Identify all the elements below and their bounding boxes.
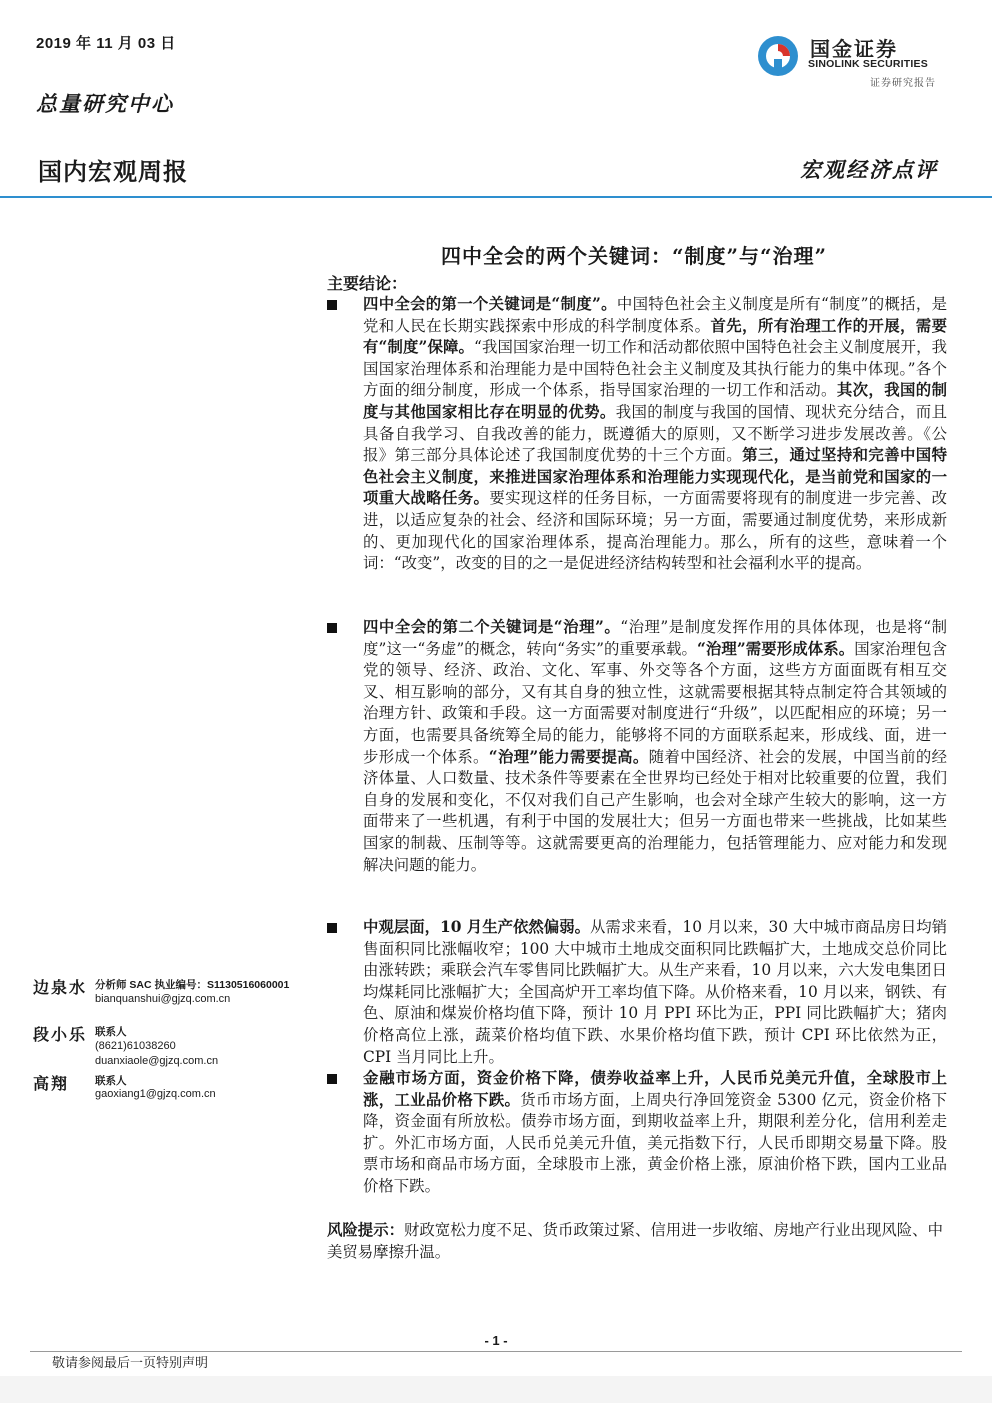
bullet-text — [363, 617, 947, 876]
bullet-key-phrase: 首先，所有治理工作的开展，需要有“制度”保障。 — [363, 316, 947, 357]
report-type: 宏观经济点评 — [800, 157, 938, 182]
footer-disclaimer: 敬请参阅最后一页特别声明 — [52, 1356, 209, 1371]
bullet-body-text: 国家治理包含党的领导、经济、政治、文化、军事、外交等各个方面，这些方方面面既有相互交叉、相互影响的部分，又有其自身的独立性，这就需要根据其特点制定符合其领域的治理方针、政策和手段。这一方面需要对制度进行“升级”，以匹配相应的环境；另一方面，也需要具备统筹全局的能力，能够将不同的方面联系起来，形成线、面，进一步形成一个体系。 — [363, 639, 947, 766]
analyst-role: 分析师 SAC 执业编号：S1130516060001 — [95, 979, 290, 991]
bullet-key-phrase: 四中全会的第二个关键词是“治理”。 — [363, 618, 621, 636]
risk-label: 风险提示： — [327, 1221, 404, 1239]
logo-name-cn: 国金证券 — [810, 37, 898, 61]
square-bullet-icon — [327, 300, 337, 310]
logo-subtitle: 证券研究报告 — [870, 78, 936, 89]
bullet-body-text: 从需求来看，10 月以来，30 大中城市商品房日均销售面积同比涨幅收窄；100 大中城市土地成交面积同比跌幅扩大，土地成交总价同比由涨转跌；乘联会汽车零售同比跌幅扩大。从生产来看，10 月以来，六大发电集团日均煤耗同比涨幅扩大；全国高炉开工率均值下降。从价格来看，10 月以来，钢铁、有色、原油和煤炭价格均值下降，预计 10 月 PPI 环比为正，PPI 同比跌幅扩大；猪肉价格高位上涨，蔬菜价格均值下跌、水果价格均值下跌，预计 CPI 环比依然为正，CPI 当月同比上升。 — [363, 918, 948, 1066]
conclusion-bullet — [327, 1068, 947, 1198]
bullet-key-phrase: 第三，通过坚持和完善中国特色社会主义制度，来推进国家治理体系和治理能力实现现代化，是当前党和国家的一项重大战略任务。 — [363, 446, 947, 508]
analyst-name: 高翔 — [33, 1074, 70, 1093]
bullet-body-text: 随着中国经济、社会的发展，中国当前的经济体量、人口数量、技术条件等要素在全世界均已经处于相对比较重要的位置，我们自身的发展和变化，不仅对我们自己产生影响，也会对全球产生较大的影响，这一方面带来了一些机遇，有利于中国的发展壮大；但另一方面也带来一些挑战，比如某些国家的制裁、压制等等。这就需要更高的治理能力，包括管理能力、应对能力和发现解决问题的能力。 — [363, 747, 947, 874]
conclusion-bullet — [327, 294, 947, 575]
bullet-body-text: 中国特色社会主义制度是所有“制度”的概括，是党和人民在长期实践探索中形成的科学制度体系。 — [363, 295, 947, 335]
bullet-body-text: 货币市场方面，上周央行净回笼资金 5300 亿元，资金价格下降，资金面有所放松。债券市场方面，到期收益率上升，期限利差分化，信用利差走扩。外汇市场方面，人民币兑美元升值，美元指数下行，人民币即期交易量下降。股票市场和商品市场方面，全球股市上涨，黄金价格上涨，原油价格下跌，国内工业品价格下跌。 — [363, 1090, 947, 1195]
bullet-key-phrase: 金融市场方面，资金价格下降，债券收益率上升，人民币兑美元升值，全球股市上涨，工业品价格下跌。 — [363, 1069, 947, 1109]
risk-warning — [327, 1220, 943, 1263]
conclusion-bullet — [327, 917, 947, 1068]
bullet-body-text: 我国的制度与我国的国情、现状充分结合，而且具备自我学习、自我改善的能力，既遵循大的原则，又不断学习进步发展改善。《公报》第三部分具体论述了我国制度优势的十三个方面。 — [363, 402, 947, 465]
analyst-name: 段小乐 — [33, 1025, 88, 1044]
conclusion-bullet — [327, 617, 947, 876]
analyst-email[interactable]: duanxiaole@gjzq.com.cn — [95, 1055, 219, 1067]
bullet-body-text: “我国国家治理一切工作和活动都依照中国特色社会主义制度展开，我国国家治理体系和治理能力是中国特色社会主义制度及其执行能力的集中体现。”各个方面的细分制度，形成一个体系，指导国家治理的一切工作和活动。 — [363, 338, 947, 400]
risk-text: 财政宽松力度不足、货币政策过紧、信用进一步收缩、房地产行业出现风险、中美贸易摩擦升温。 — [327, 1221, 943, 1261]
bullet-key-phrase: “治理”能力需要提高。 — [488, 747, 649, 766]
analyst-role: 联系人 — [95, 1026, 127, 1038]
report-title: 四中全会的两个关键词：“制度”与“治理” — [440, 244, 827, 268]
bullet-text — [363, 1068, 947, 1198]
page-number: - 1 - — [484, 1333, 508, 1348]
bullet-key-phrase: 中观层面，10 月生产依然偏弱。 — [363, 918, 591, 936]
analyst-name: 边泉水 — [33, 978, 88, 997]
analyst-phone: (8621)61038260 — [95, 1040, 176, 1052]
bullet-key-phrase: “治理”需要形成体系。 — [696, 639, 855, 658]
bullet-text — [363, 294, 947, 575]
department-name: 总量研究中心 — [36, 91, 174, 116]
square-bullet-icon — [327, 923, 337, 933]
bullet-text — [363, 917, 947, 1068]
header-divider — [0, 196, 992, 198]
footer-band — [0, 1376, 992, 1403]
analyst-email[interactable]: gaoxiang1@gjzq.com.cn — [95, 1088, 216, 1100]
report-date: 2019 年 11 月 03 日 — [36, 35, 176, 52]
square-bullet-icon — [327, 623, 337, 633]
logo-name-en: SINOLINK SECURITIES — [808, 58, 928, 70]
bullet-key-phrase: 其次，我国的制度与其他国家相比存在明显的优势。 — [363, 381, 947, 421]
bullet-key-phrase: 四中全会的第一个关键词是“制度”。 — [363, 295, 617, 313]
report-series: 国内宏观周报 — [38, 158, 188, 186]
analyst-role: 联系人 — [95, 1075, 127, 1087]
square-bullet-icon — [327, 1074, 337, 1084]
bullet-body-text: 要实现这样的任务目标，一方面需要将现有的制度进一步完善、改进，以适应复杂的社会、经济和国际环境；另一方面，需要通过制度优势，来形成新的、更加现代化的国家治理体系，提高治理能力。那么，所有的这些，意味着一个词：“改变”，改变的目的之一是促进经济结构转型和社会福利水平的提高。 — [363, 489, 947, 573]
bullet-body-text: “治理”是制度发挥作用的具体体现，也是将“制度”这一“务虚”的概念，转向“务实”的重要承载。 — [363, 618, 947, 658]
summary-heading: 主要结论： — [327, 274, 408, 293]
analyst-email[interactable]: bianquanshui@gjzq.com.cn — [95, 993, 231, 1005]
